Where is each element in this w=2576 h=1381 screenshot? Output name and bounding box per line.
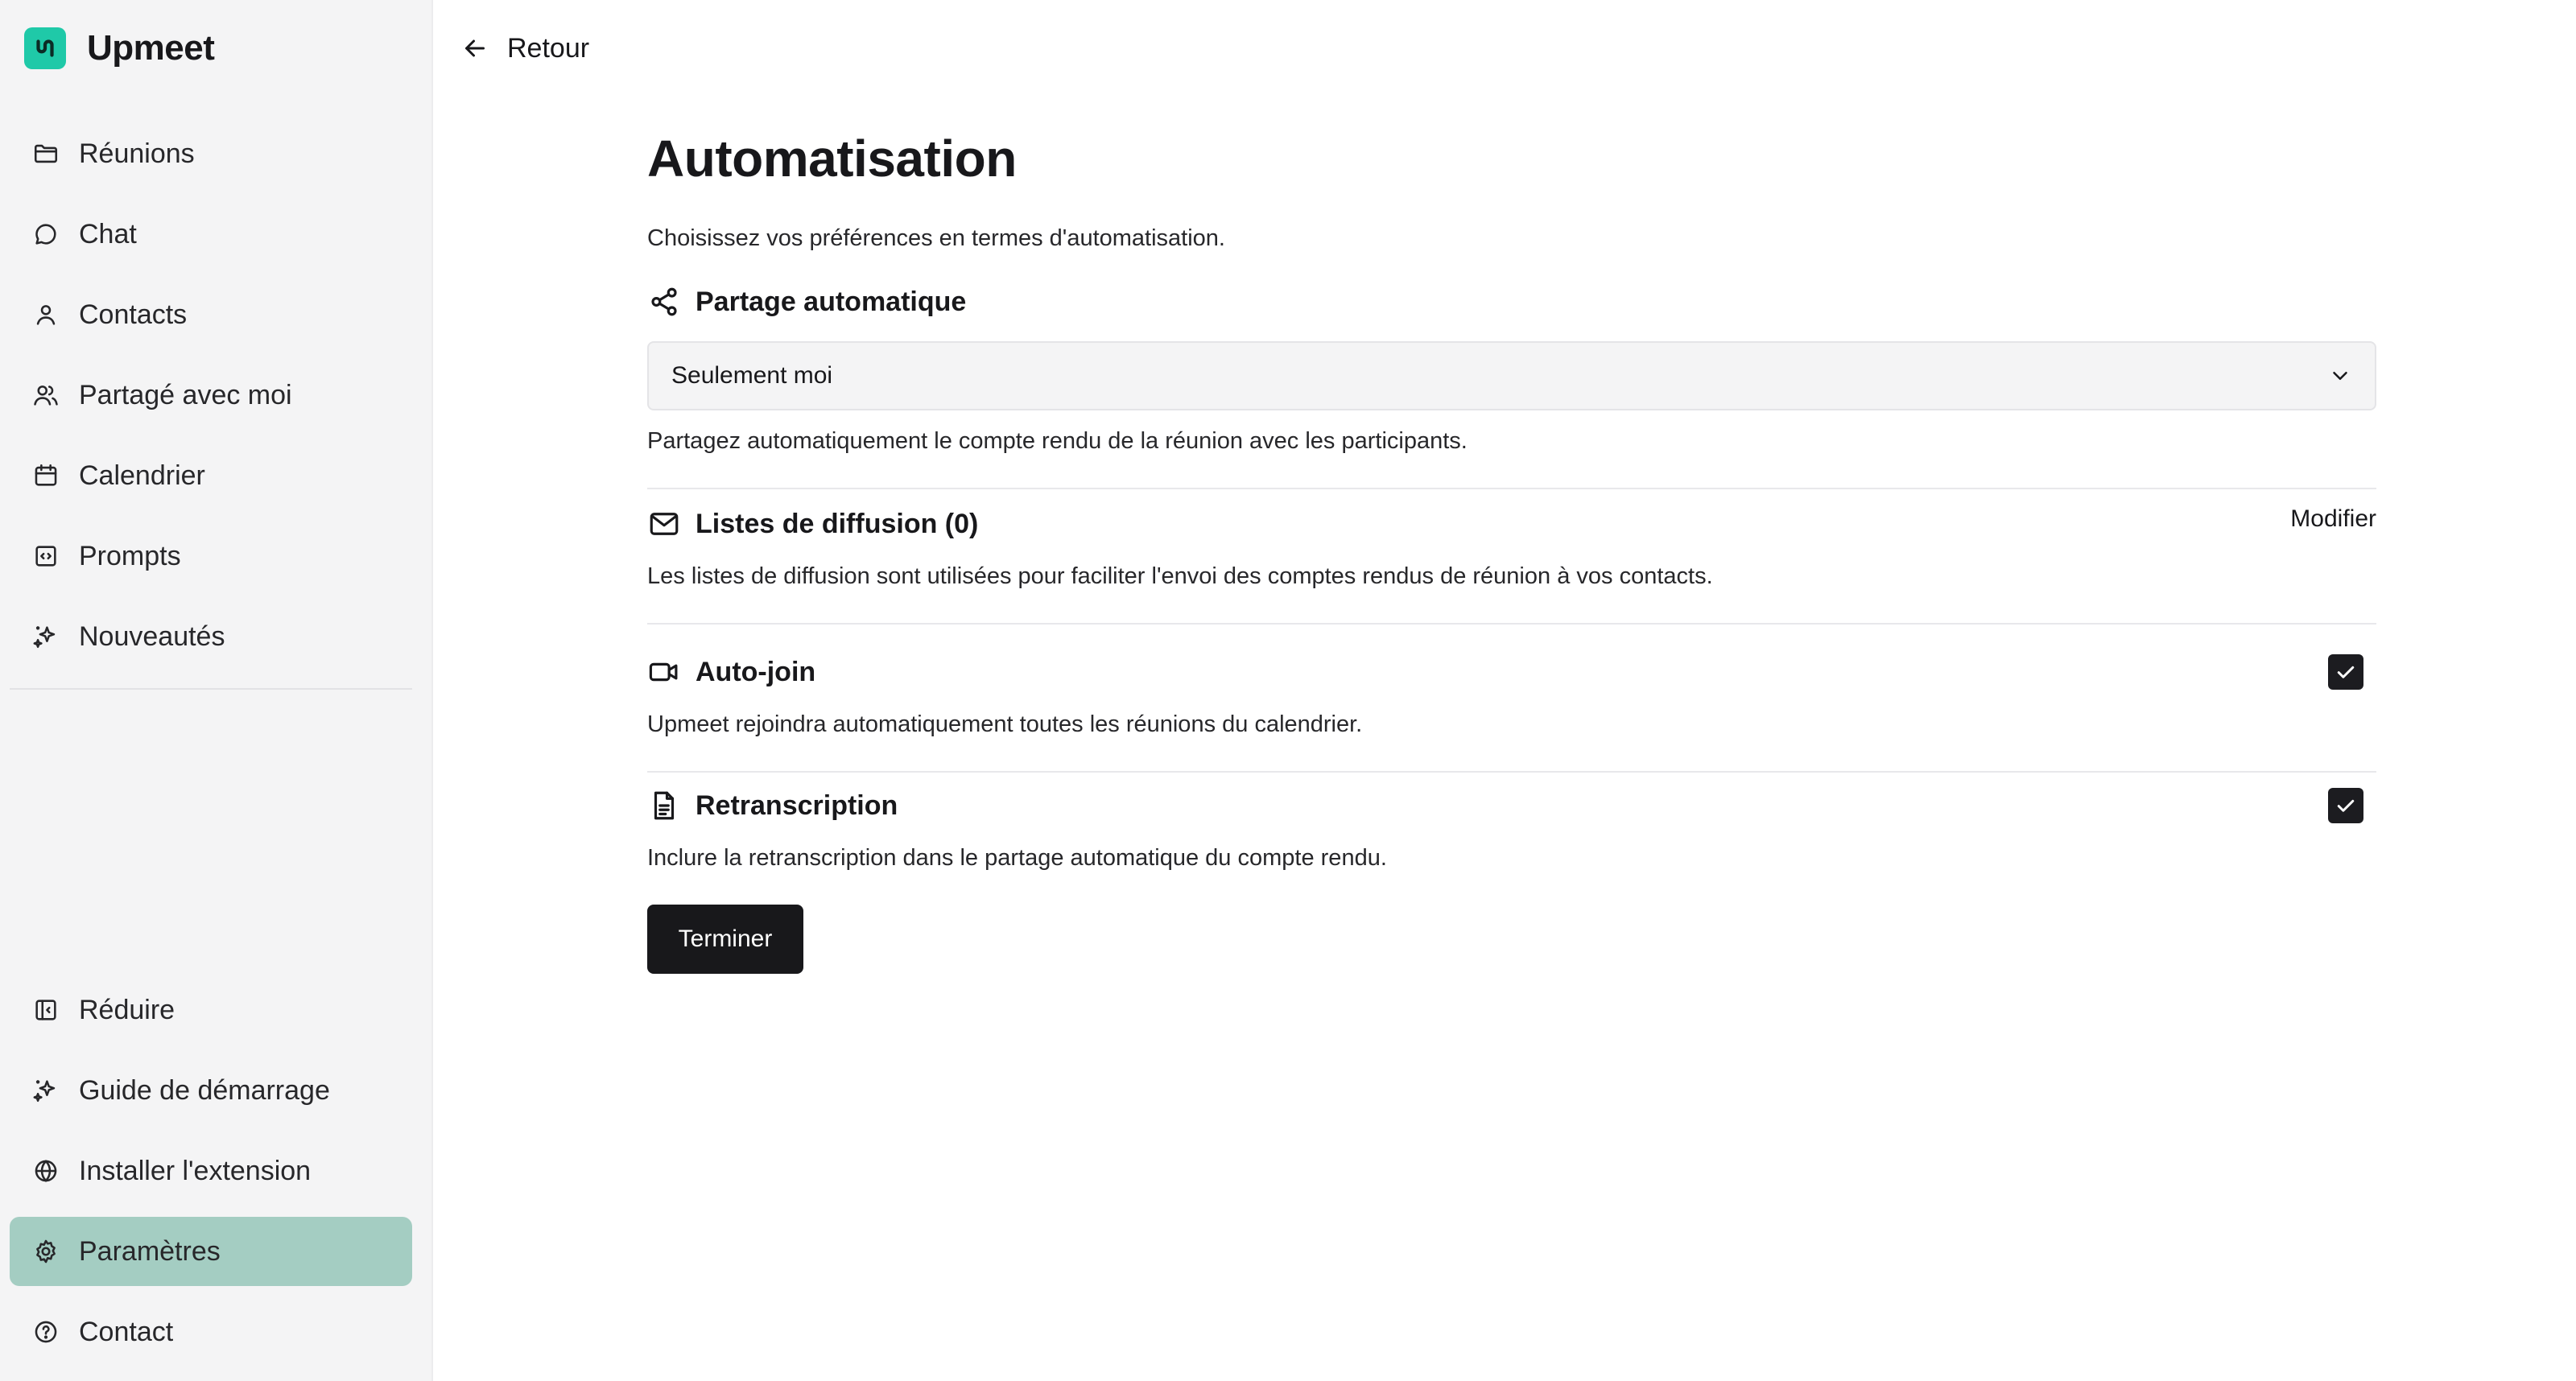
sidebar-item-guide[interactable] (10, 1056, 412, 1125)
sidebar-item-label: Contact (79, 1316, 174, 1347)
back-label: Retour (507, 32, 590, 64)
sparkles-icon (32, 1077, 60, 1104)
calendar-icon (32, 462, 60, 489)
mail-icon (647, 507, 681, 541)
lists-modify-button[interactable]: Modifier (2290, 505, 2376, 532)
finish-button[interactable]: Terminer (647, 905, 803, 974)
arrow-left-icon (460, 34, 489, 63)
sidebar-item-contacts[interactable] (10, 280, 412, 349)
section-divider (647, 623, 2376, 625)
upmeet-logo-icon (24, 27, 66, 69)
sidebar-item-nouveautes[interactable] (10, 602, 412, 671)
sidebar-item-extension[interactable] (10, 1136, 412, 1206)
sidebar-item-calendrier[interactable] (10, 441, 412, 510)
sharing-section-header (647, 285, 966, 319)
collapse-panel-icon (32, 996, 60, 1024)
chevron-down-icon (2328, 364, 2352, 388)
sidebar (0, 0, 433, 1381)
sparkles-icon (32, 623, 60, 650)
autojoin-checkbox[interactable] (2328, 654, 2363, 690)
sidebar-item-label: Paramètres (79, 1235, 221, 1267)
globe-icon (32, 1157, 60, 1185)
brand[interactable] (24, 27, 214, 69)
sidebar-item-chat[interactable] (10, 200, 412, 269)
users-icon (32, 381, 60, 409)
code-square-icon (32, 542, 60, 570)
sidebar-item-label: Contacts (79, 299, 188, 330)
sidebar-item-prompts[interactable] (10, 521, 412, 591)
sidebar-item-label: Réduire (79, 994, 175, 1025)
sharing-title: Partage automatique (696, 286, 967, 317)
sidebar-item-reunions[interactable] (10, 119, 412, 188)
page-title: Automatisation (647, 130, 1017, 188)
sidebar-item-label: Réunions (79, 138, 195, 169)
document-icon (647, 789, 681, 822)
transcript-title: Retranscription (696, 789, 898, 821)
sidebar-item-contact[interactable] (10, 1297, 412, 1367)
page-subtitle: Choisissez vos préférences en termes d'automatisation. (647, 225, 1225, 251)
help-circle-icon (32, 1318, 60, 1346)
chat-bubble-icon (32, 221, 60, 248)
sidebar-item-label: Chat (79, 218, 137, 249)
sidebar-item-label: Guide de démarrage (79, 1074, 330, 1106)
folder-icon (32, 140, 60, 167)
sidebar-item-label: Partagé avec moi (79, 379, 292, 410)
section-divider (647, 771, 2376, 773)
sidebar-item-label: Nouveautés (79, 620, 225, 652)
sharing-description: Partagez automatiquement le compte rendu de la réunion avec les participants. (647, 428, 1468, 454)
user-icon (32, 301, 60, 328)
check-icon (2334, 794, 2358, 818)
sidebar-item-parametres[interactable] (10, 1217, 412, 1286)
sidebar-item-label: Calendrier (79, 460, 205, 491)
transcript-checkbox[interactable] (2328, 788, 2363, 823)
lists-title: Listes de diffusion (0) (696, 508, 979, 539)
check-icon (2334, 660, 2358, 684)
sharing-select-value: Seulement moi (671, 362, 833, 389)
sidebar-item-partage[interactable] (10, 361, 412, 430)
sidebar-item-reduire[interactable] (10, 975, 412, 1045)
sidebar-item-label: Installer l'extension (79, 1155, 312, 1186)
sidebar-divider (10, 688, 412, 690)
back-button[interactable] (460, 24, 589, 72)
transcript-section-header (647, 789, 898, 822)
autojoin-description: Upmeet rejoindra automatiquement toutes les réunions du calendrier. (647, 711, 1363, 737)
brand-name: Upmeet (87, 28, 215, 68)
sharing-select[interactable] (647, 341, 2376, 410)
autojoin-title: Auto-join (696, 656, 816, 687)
section-divider (647, 488, 2376, 489)
sidebar-item-label: Prompts (79, 540, 181, 571)
video-icon (647, 655, 681, 689)
lists-description: Les listes de diffusion sont utilisées pour faciliter l'envoi des comptes rendus de réunion à vos contacts. (647, 563, 1713, 589)
share-icon (647, 285, 681, 319)
lists-section-header (647, 507, 978, 541)
autojoin-section-header (647, 655, 815, 689)
transcript-description: Inclure la retranscription dans le partage automatique du compte rendu. (647, 845, 1387, 871)
gear-icon (32, 1238, 60, 1265)
